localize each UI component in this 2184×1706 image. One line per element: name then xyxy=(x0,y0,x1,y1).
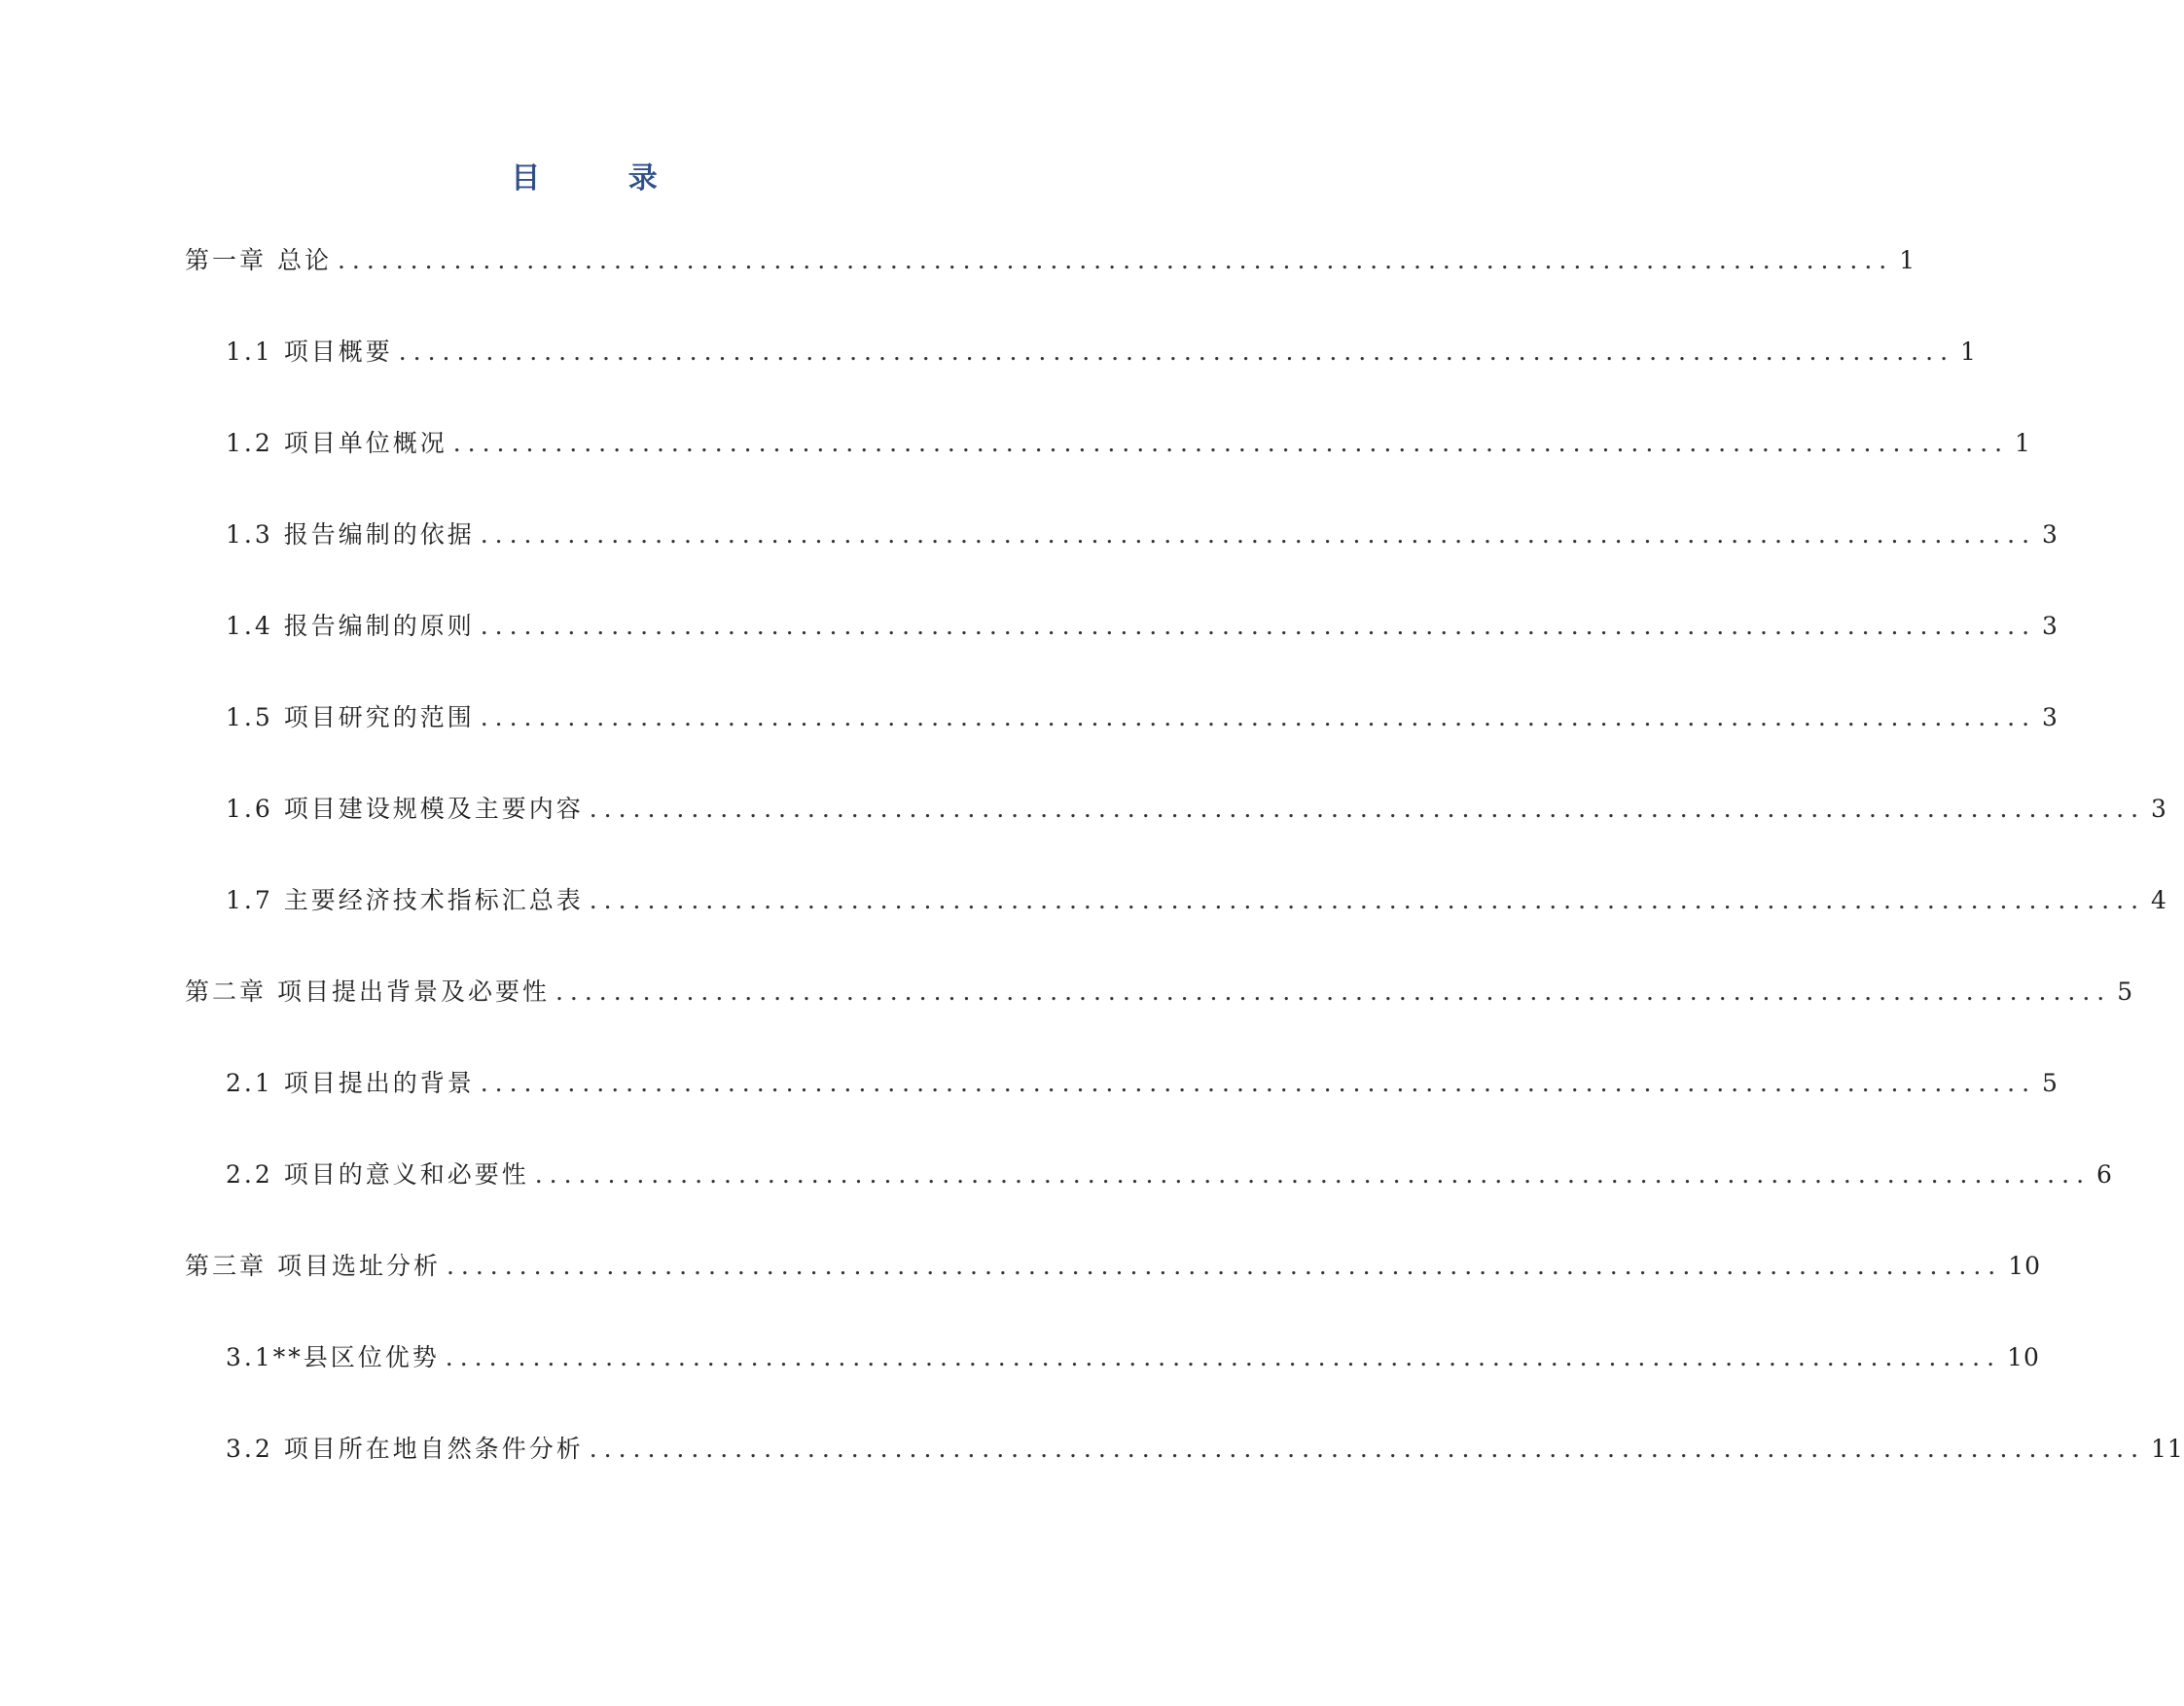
toc-page-number: 10 xyxy=(2008,1252,2042,1280)
toc-page-number: 4 xyxy=(2151,886,2167,914)
toc-entry-chapter-3[interactable] xyxy=(185,1247,2042,1286)
toc-page-number: 3 xyxy=(2151,795,2167,823)
toc-page-number: 6 xyxy=(2096,1160,2113,1189)
toc-entry-label: 第二章 项目提出背景及必要性 xyxy=(185,977,550,1006)
toc-page-number: 1 xyxy=(2015,429,2031,457)
toc-entry-section-1-1[interactable] xyxy=(226,333,1977,372)
toc-leader-dots: ........................................................................................................... xyxy=(480,520,2037,549)
toc-leader-dots: ........................................................................................................... xyxy=(446,1252,2003,1280)
toc-entry-chapter-1[interactable] xyxy=(185,241,1916,280)
toc-entry-section-1-3[interactable] xyxy=(226,515,2059,554)
toc-leader-dots: ........................................................................................................... xyxy=(589,1435,2146,1463)
toc-leader-dots: ........................................................................................................... xyxy=(398,338,1955,366)
toc-leader-dots: ........................................................................................................... xyxy=(589,795,2146,823)
toc-page-number: 1 xyxy=(1899,246,1916,274)
toc-entry-label: 1.4 报告编制的原则 xyxy=(226,612,475,640)
toc-title: 目 录 xyxy=(511,161,697,195)
toc-entry-label: 第一章 总论 xyxy=(185,246,332,274)
toc-entry-section-2-1[interactable] xyxy=(226,1064,2059,1103)
toc-leader-dots: ........................................................................................................... xyxy=(337,246,1894,274)
toc-entry-label: 1.7 主要经济技术指标汇总表 xyxy=(226,886,584,914)
toc-entry-label: 2.2 项目的意义和必要性 xyxy=(226,1160,529,1189)
toc-entry-section-2-2[interactable] xyxy=(226,1155,2113,1194)
toc-entry-label: 第三章 项目选址分析 xyxy=(185,1252,441,1280)
toc-entry-section-1-2[interactable] xyxy=(226,424,2031,463)
toc-entry-section-1-7[interactable] xyxy=(226,881,2167,920)
toc-entry-section-1-5[interactable] xyxy=(226,698,2059,737)
toc-entry-section-1-6[interactable] xyxy=(226,790,2167,829)
toc-entry-label: 1.3 报告编制的依据 xyxy=(226,520,475,549)
toc-leader-dots: ........................................................................................................... xyxy=(534,1160,2092,1189)
toc-entry-label: 1.1 项目概要 xyxy=(226,338,393,366)
toc-entry-chapter-2[interactable] xyxy=(185,973,2134,1012)
toc-page-number: 3 xyxy=(2042,612,2059,640)
toc-entry-label: 1.6 项目建设规模及主要内容 xyxy=(226,795,584,823)
toc-entry-label: 2.1 项目提出的背景 xyxy=(226,1069,475,1097)
toc-leader-dots: ........................................................................................................... xyxy=(480,612,2037,640)
toc-page-number: 10 xyxy=(2007,1343,2040,1371)
toc-leader-dots: ........................................................................................................... xyxy=(480,703,2037,731)
toc-entry-label: 3.2 项目所在地自然条件分析 xyxy=(226,1435,584,1463)
toc-entry-section-1-4[interactable] xyxy=(226,607,2059,646)
toc-entry-label: 3.1**县区位优势 xyxy=(226,1343,440,1371)
toc-leader-dots: ........................................................................................................... xyxy=(480,1069,2037,1097)
toc-entry-label: 1.2 项目单位概况 xyxy=(226,429,448,457)
toc-page-number: 11 xyxy=(2151,1435,2184,1463)
toc-leader-dots: ........................................................................................................... xyxy=(555,977,2112,1006)
toc-entry-section-3-1[interactable] xyxy=(226,1338,2040,1377)
toc-leader-dots: ........................................................................................................... xyxy=(452,429,2010,457)
toc-entry-section-3-2[interactable] xyxy=(226,1430,2184,1469)
toc-page-number: 3 xyxy=(2042,703,2059,731)
toc-page-number: 5 xyxy=(2042,1069,2059,1097)
toc-page-number: 1 xyxy=(1960,338,1977,366)
toc-leader-dots: ........................................................................................................... xyxy=(445,1343,2002,1371)
toc-page-number: 3 xyxy=(2042,520,2059,549)
toc-page-number: 5 xyxy=(2117,977,2134,1006)
toc-entry-label: 1.5 项目研究的范围 xyxy=(226,703,475,731)
toc-leader-dots: ........................................................................................................... xyxy=(589,886,2146,914)
